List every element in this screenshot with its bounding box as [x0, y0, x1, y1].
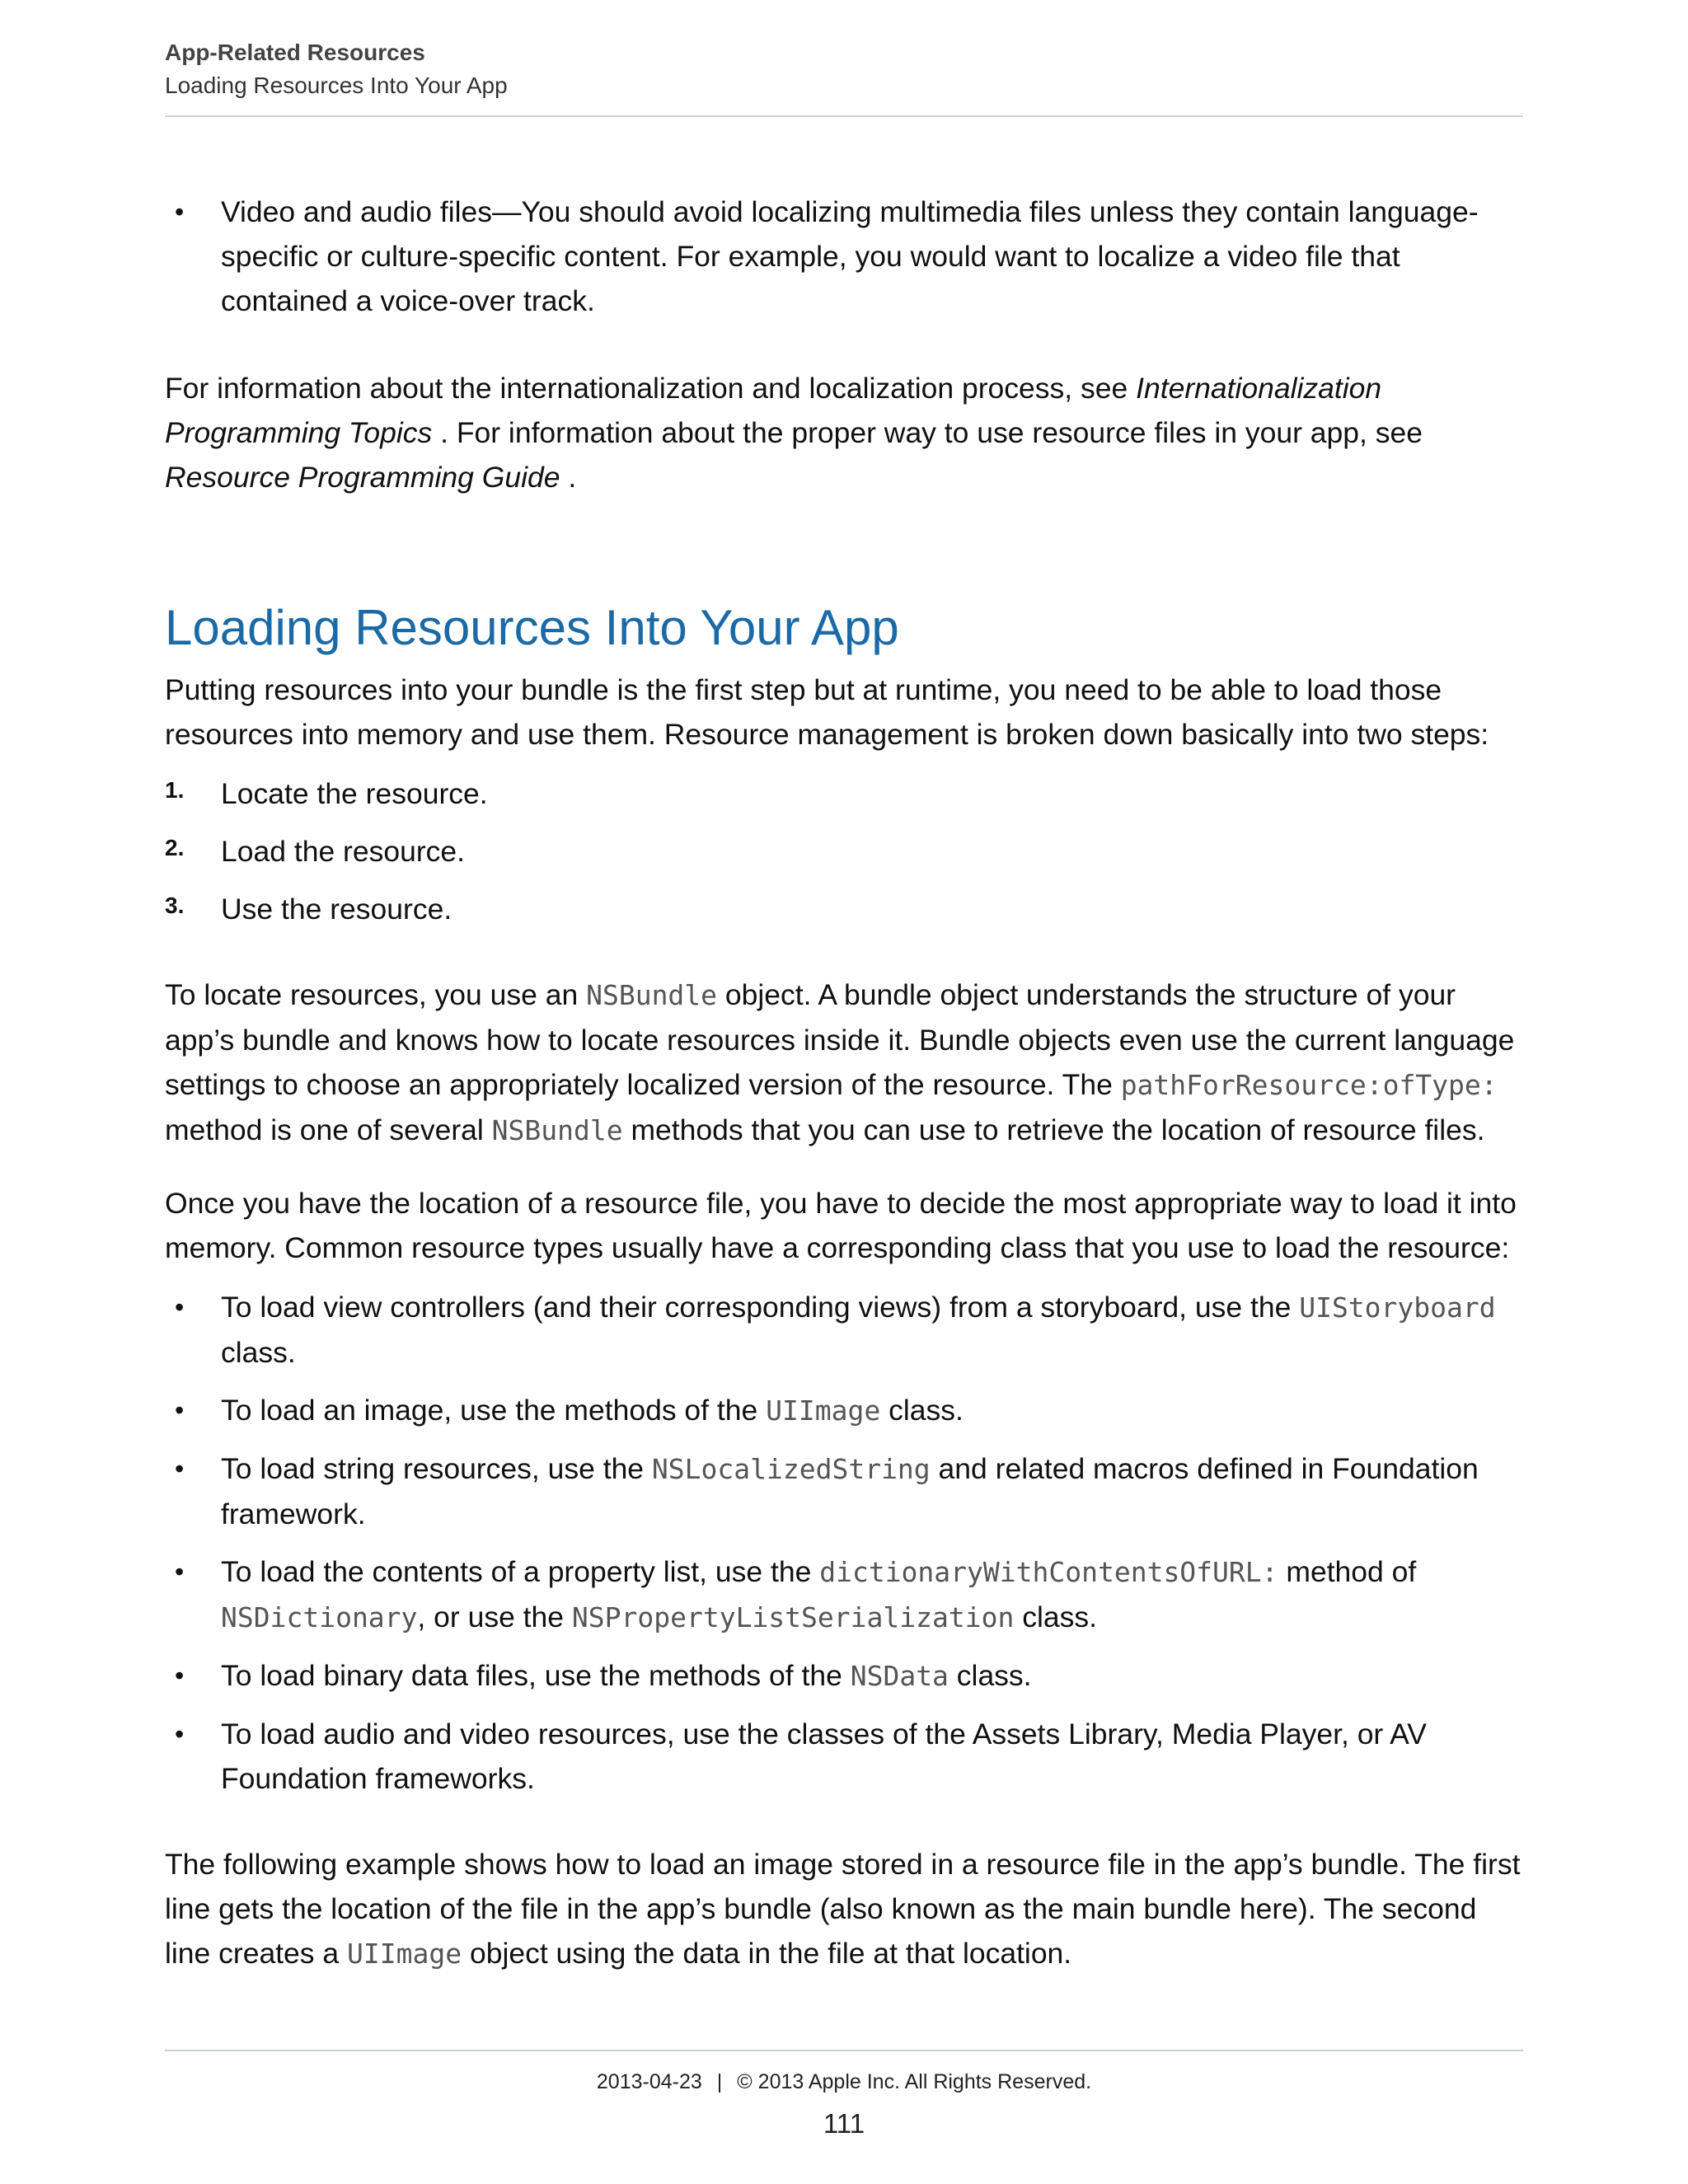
text-run: To load string resources, use the	[221, 1452, 652, 1485]
text-run: class.	[880, 1394, 964, 1427]
load-methods-list	[165, 1285, 1523, 1801]
header-divider	[165, 115, 1523, 117]
step-number: 3.	[165, 893, 185, 918]
text-run: class.	[948, 1659, 1032, 1692]
bullet-icon: •	[175, 1292, 185, 1322]
bullet-icon: •	[175, 1719, 185, 1749]
list-item	[165, 829, 1523, 874]
steps-list	[165, 771, 1523, 931]
bullet-icon: •	[175, 1454, 185, 1483]
footer-separator: |	[716, 2070, 723, 2093]
step-number: 1.	[165, 777, 185, 803]
code-identifier: UIImage	[347, 1938, 462, 1970]
text-run: class.	[1014, 1601, 1097, 1633]
text-run: object. A bundle object understands the structure of your app’s bundle and knows how to locate resources inside it. Bundle objects even use the current language settings to choose an appropriately localized version of the resource. The	[165, 978, 1515, 1101]
doc-reference-link[interactable]: Internationalization Programming Topics	[165, 372, 1382, 449]
code-identifier: NSData	[850, 1660, 949, 1692]
step-text: Use the resource.	[221, 893, 452, 926]
footer-date: 2013-04-23	[596, 2070, 702, 2093]
section-intro-paragraph: Putting resources into your bundle is the first step but at runtime, you need to be able to load those resources into memory and use them. Resource management is broken down basically into two steps:	[165, 673, 1489, 751]
info-paragraph	[165, 366, 1523, 499]
step-number: 2.	[165, 835, 185, 860]
list-item	[165, 190, 1523, 323]
list-item	[165, 1388, 1523, 1433]
example-paragraph	[165, 1842, 1523, 1976]
text-run: methods that you can use to retrieve the location of resource files.	[622, 1113, 1485, 1146]
page-header	[165, 36, 1523, 102]
text-run: . For information about the proper way to use resource files in your app, see	[432, 416, 1423, 449]
list-item	[165, 771, 1523, 816]
list-item	[165, 1446, 1523, 1536]
code-identifier: NSBundle	[586, 979, 718, 1011]
list-item	[165, 1549, 1523, 1640]
list-item	[165, 1712, 1523, 1801]
page-content	[165, 190, 1523, 1976]
code-identifier: NSLocalizedString	[651, 1453, 931, 1485]
footer-divider	[165, 2050, 1523, 2051]
header-chapter-title: App-Related Resources	[165, 40, 425, 65]
list-item	[165, 887, 1523, 931]
page-number: 111	[823, 2108, 865, 2139]
code-identifier: UIStoryboard	[1299, 1291, 1496, 1324]
bullet-text: Video and audio files—You should avoid localizing multimedia files unless they contain language-specific or culture-specific content. For example, you would want to localize a video file that contained a voice-over track.	[221, 195, 1479, 317]
text-run: To load view controllers (and their corresponding views) from a storyboard, use the	[221, 1291, 1300, 1324]
text-run: To load an image, use the methods of the	[221, 1394, 767, 1427]
load-paragraph: Once you have the location of a resource file, you have to decide the most appropriate way to load it into memory. Common resource types usually have a corresponding class that you use to load the resource:	[165, 1187, 1517, 1264]
bullet-icon: •	[175, 1661, 185, 1690]
section-heading: Loading Resources Into Your App	[165, 600, 899, 655]
text-run: , or use the	[417, 1601, 572, 1633]
text-run: To locate resources, you use an	[165, 978, 587, 1011]
bullet-icon: •	[175, 1557, 185, 1586]
bullet-icon: •	[175, 197, 185, 227]
code-identifier: NSPropertyListSerialization	[571, 1601, 1015, 1633]
code-identifier: dictionaryWithContentsOfURL:	[819, 1556, 1278, 1588]
code-identifier: UIImage	[766, 1394, 881, 1427]
locate-paragraph	[165, 972, 1523, 1153]
code-identifier: NSDictionary	[221, 1601, 418, 1633]
code-identifier: NSBundle	[491, 1114, 623, 1146]
text-run: For information about the internationalization and localization process, see	[165, 372, 1137, 405]
text-run: class.	[221, 1336, 296, 1369]
list-item	[165, 1285, 1523, 1375]
header-section-title: Loading Resources Into Your App	[165, 73, 508, 98]
text-run: method is one of several	[165, 1113, 492, 1146]
code-identifier: pathForResource:ofType:	[1120, 1069, 1498, 1101]
text-run: method of	[1278, 1555, 1417, 1588]
text-run: The following example shows how to load an image stored in a resource file in the app’s bundle. The first line gets the location of the file in the app’s bundle (also known as the main bundle here). The second line creates a	[165, 1848, 1521, 1970]
text-run: To load binary data files, use the methods of the	[221, 1659, 851, 1692]
intro-bullet-list	[165, 190, 1523, 323]
text-run: To load the contents of a property list, use the	[221, 1555, 820, 1588]
footer-copyright: © 2013 Apple Inc. All Rights Reserved.	[737, 2070, 1092, 2093]
step-text: Load the resource.	[221, 835, 466, 868]
list-item	[165, 1653, 1523, 1699]
step-text: Locate the resource.	[221, 777, 488, 810]
bullet-icon: •	[175, 1395, 185, 1425]
doc-reference-link[interactable]: Resource Programming Guide	[165, 461, 560, 494]
text-run: object using the data in the file at that location.	[462, 1937, 1072, 1970]
text-run: .	[560, 461, 577, 494]
text-run: and related macros defined in Foundation framework.	[221, 1452, 1479, 1530]
text-run: To load audio and video resources, use the classes of the Assets Library, Media Player, or AV Foundation frameworks.	[221, 1718, 1427, 1795]
page-footer	[0, 2070, 1688, 2094]
